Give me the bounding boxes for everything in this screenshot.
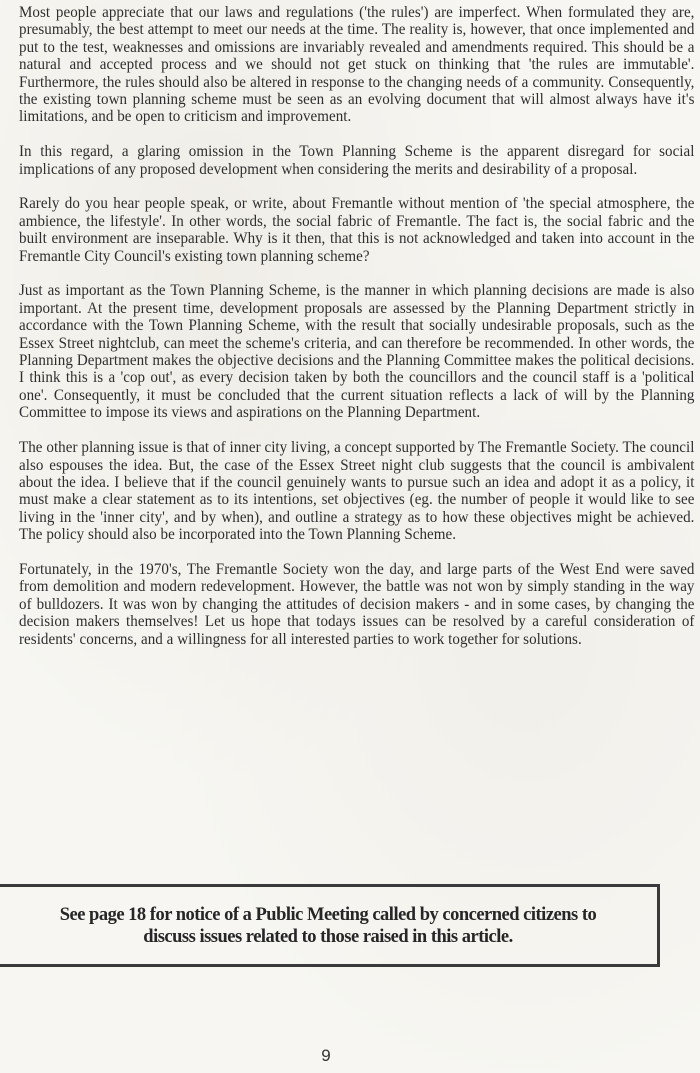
article-paragraph-3: Rarely do you hear people speak, or write, about Fremantle without mention of 'the special atmosphere, the ambience, the lifestyle'. In other words, the social fabric of Fremantle. The fact is, the social fabric and the built environment are inseparable. Why is it then, that this is not acknowledged and taken into account in the Fremantle City Council's existing town planning scheme? [19, 195, 695, 265]
article-paragraph-5: The other planning issue is that of inner city living, a concept supported by The Fremantle Society. The council also espouses the idea. But, the case of the Essex Street night club suggests that the council is ambivalent about the idea. I believe that if the council genuinely wants to pursue such an idea and adopt it as a policy, it must make a clear statement as to its intentions, set objectives (eg. the number of people it would like to see living in the 'inner city', and by when), and outline a strategy as to how these objectives might be achieved. The policy should also be incorporated into the Town Planning Scheme. [19, 439, 695, 544]
article-body [19, 4, 694, 665]
public-meeting-notice-box [0, 884, 660, 967]
article-paragraph-2: In this regard, a glaring omission in the Town Planning Scheme is the apparent disregard for social implications of any proposed development when considering the merits and desirability of a proposal. [19, 143, 695, 178]
notice-line-1: See page 18 for notice of a Public Meeting called by concerned citizens to [59, 904, 597, 925]
article-paragraph-6: Fortunately, in the 1970's, The Fremantle Society won the day, and large parts of the West End were saved from demolition and modern redevelopment. However, the battle was not won by simply standing in the way of bulldozers. It was won by changing the attitudes of decision makers - and in some cases, by changing the decision makers themselves! Let us hope that todays issues can be resolved by a careful consideration of residents' concerns, and a willingness for all interested parties to work together for solutions. [19, 560, 695, 648]
article-paragraph-1: Most people appreciate that our laws and regulations ('the rules') are imperfect. When formulated they are, presumably, the best attempt to meet our needs at the time. The reality is, however, that once implemented and put to the test, weaknesses and omissions are invariably revealed and amendments required. This should be a natural and accepted process and we should not get stuck on thinking that 'the rules are immutable'. Furthermore, the rules should also be altered in response to the changing needs of a community. Consequently, the existing town planning scheme must be seen as an evolving document that will almost always have it's limitations, and be open to criticism and improvement. [19, 4, 695, 126]
article-paragraph-4: Just as important as the Town Planning Scheme, is the manner in which planning decisions are made is also important. At the present time, development proposals are assessed by the Planning Department strictly in accordance with the Town Planning Scheme, with the result that socially undesirable proposals, such as the Essex Street nightclub, can meet the scheme's criteria, and can therefore be recommended. In other words, the Planning Department makes the objective decisions and the Planning Committee makes the political decisions. I think this is a 'cop out', as every decision taken by both the councillors and the council staff is a 'political one'. Consequently, it must be concluded that the current situation reflects a lack of will by the Planning Committee to impose its views and aspirations on the Planning Department. [19, 282, 695, 422]
notice-line-2: discuss issues related to those raised in this article. [143, 926, 513, 947]
page-number: 9 [321, 1046, 331, 1065]
